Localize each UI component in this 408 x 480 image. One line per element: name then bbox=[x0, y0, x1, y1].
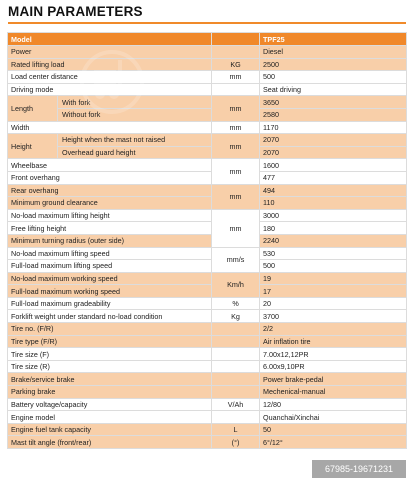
table-row bbox=[8, 209, 407, 222]
row-unit bbox=[212, 360, 260, 373]
row-label: Tire type (F/R) bbox=[8, 335, 212, 348]
row-value: 500 bbox=[260, 260, 407, 273]
table-row bbox=[8, 171, 407, 184]
row-value: 3700 bbox=[260, 310, 407, 323]
row-value: 2580 bbox=[260, 108, 407, 121]
table-row bbox=[8, 159, 407, 172]
row-label: Width bbox=[8, 121, 212, 134]
row-value: 180 bbox=[260, 222, 407, 235]
row-value: 2500 bbox=[260, 58, 407, 71]
row-label: Height when the mast not raised bbox=[58, 134, 212, 147]
table-row bbox=[8, 260, 407, 273]
row-label: Engine fuel tank capacity bbox=[8, 423, 212, 436]
header-unit bbox=[212, 33, 260, 46]
row-label: Overhead guard height bbox=[58, 146, 212, 159]
row-value: 20 bbox=[260, 297, 407, 310]
row-label: Forklift weight under standard no-load condition bbox=[8, 310, 212, 323]
row-label: No-load maximum working speed bbox=[8, 272, 212, 285]
row-label: Tire size (F) bbox=[8, 348, 212, 361]
row-label: No-load maximum lifting height bbox=[8, 209, 212, 222]
row-unit: mm bbox=[212, 184, 260, 209]
row-unit: mm bbox=[212, 209, 260, 247]
table-row bbox=[8, 310, 407, 323]
page-title: MAIN PARAMETERS bbox=[8, 4, 143, 19]
row-value: 494 bbox=[260, 184, 407, 197]
row-label: Engine model bbox=[8, 411, 212, 424]
row-value: 6.00x9,10PR bbox=[260, 360, 407, 373]
row-unit: Kg bbox=[212, 310, 260, 323]
row-value: 19 bbox=[260, 272, 407, 285]
group-label-length: Length bbox=[8, 96, 58, 121]
table-row bbox=[8, 197, 407, 210]
row-label: Front overhang bbox=[8, 171, 212, 184]
title-underline bbox=[8, 22, 406, 24]
table-row bbox=[8, 423, 407, 436]
parameters-table bbox=[7, 32, 407, 449]
row-value: 1600 bbox=[260, 159, 407, 172]
row-value: 50 bbox=[260, 423, 407, 436]
row-label: Full-load maximum lifting speed bbox=[8, 260, 212, 273]
row-unit: KG bbox=[212, 58, 260, 71]
row-label: Minimum turning radius (outer side) bbox=[8, 234, 212, 247]
row-value: Power brake-pedal bbox=[260, 373, 407, 386]
row-label: Parking brake bbox=[8, 386, 212, 399]
row-value: Mechenical-manual bbox=[260, 386, 407, 399]
table-row bbox=[8, 234, 407, 247]
header-model: TPF25 bbox=[260, 33, 407, 46]
table-row bbox=[8, 83, 407, 96]
row-unit: mm bbox=[212, 159, 260, 184]
row-value: Air inflation tire bbox=[260, 335, 407, 348]
listing-reference: 67985-19671231 bbox=[312, 460, 406, 478]
table-row bbox=[8, 146, 407, 159]
table-header-row bbox=[8, 33, 407, 46]
row-unit bbox=[212, 83, 260, 96]
table-row bbox=[8, 360, 407, 373]
table-row bbox=[8, 96, 407, 109]
row-value: 530 bbox=[260, 247, 407, 260]
row-value: Seat driving bbox=[260, 83, 407, 96]
group-label-height: Height bbox=[8, 134, 58, 159]
row-value: Quanchai/Xinchai bbox=[260, 411, 407, 424]
row-label: With fork bbox=[58, 96, 212, 109]
row-value: 2240 bbox=[260, 234, 407, 247]
row-value: 7.00x12,12PR bbox=[260, 348, 407, 361]
row-label: Tire size (R) bbox=[8, 360, 212, 373]
row-unit: mm bbox=[212, 134, 260, 159]
table-row bbox=[8, 411, 407, 424]
row-unit: % bbox=[212, 297, 260, 310]
table-row bbox=[8, 297, 407, 310]
table-row bbox=[8, 386, 407, 399]
row-label: Battery voltage/capacity bbox=[8, 398, 212, 411]
table-row bbox=[8, 134, 407, 147]
row-unit: V/Ah bbox=[212, 398, 260, 411]
table-row bbox=[8, 398, 407, 411]
table-row bbox=[8, 272, 407, 285]
table-row bbox=[8, 436, 407, 449]
row-label: Tire no. (F/R) bbox=[8, 323, 212, 336]
row-value: 2070 bbox=[260, 146, 407, 159]
table-row bbox=[8, 247, 407, 260]
row-unit: L bbox=[212, 423, 260, 436]
table-row bbox=[8, 46, 407, 59]
row-value: 6°/12° bbox=[260, 436, 407, 449]
row-unit bbox=[212, 411, 260, 424]
table-row bbox=[8, 121, 407, 134]
row-label: Full-load maximum gradeability bbox=[8, 297, 212, 310]
row-unit: (°) bbox=[212, 436, 260, 449]
row-label: Wheelbase bbox=[8, 159, 212, 172]
row-label: Full-load maximum working speed bbox=[8, 285, 212, 298]
row-value: 2070 bbox=[260, 134, 407, 147]
table-row bbox=[8, 58, 407, 71]
row-unit: mm/s bbox=[212, 247, 260, 272]
row-label: Brake/service brake bbox=[8, 373, 212, 386]
row-label: Free lifting height bbox=[8, 222, 212, 235]
row-value: 3650 bbox=[260, 96, 407, 109]
row-label: Rated lifting load bbox=[8, 58, 212, 71]
row-label: Load center distance bbox=[8, 71, 212, 84]
table-row bbox=[8, 184, 407, 197]
table-row bbox=[8, 285, 407, 298]
forklift-logo-watermark-icon bbox=[78, 48, 146, 116]
table-row bbox=[8, 323, 407, 336]
table-row bbox=[8, 348, 407, 361]
row-value: 3000 bbox=[260, 209, 407, 222]
table-row bbox=[8, 108, 407, 121]
row-value: 2/2 bbox=[260, 323, 407, 336]
row-label: Without fork bbox=[58, 108, 212, 121]
row-label: Rear overhang bbox=[8, 184, 212, 197]
table-row bbox=[8, 335, 407, 348]
row-unit bbox=[212, 386, 260, 399]
row-unit: mm bbox=[212, 71, 260, 84]
row-unit bbox=[212, 348, 260, 361]
row-unit bbox=[212, 46, 260, 59]
header-label: Model bbox=[8, 33, 212, 46]
row-unit: mm bbox=[212, 96, 260, 121]
row-value: 12/80 bbox=[260, 398, 407, 411]
row-value: 1170 bbox=[260, 121, 407, 134]
row-value: 17 bbox=[260, 285, 407, 298]
row-label: No-load maximum lifting speed bbox=[8, 247, 212, 260]
row-label: Power bbox=[8, 46, 212, 59]
table-row bbox=[8, 222, 407, 235]
row-label: Mast tilt angle (front/rear) bbox=[8, 436, 212, 449]
row-label: Driving mode bbox=[8, 83, 212, 96]
row-unit: Km/h bbox=[212, 272, 260, 297]
row-unit bbox=[212, 373, 260, 386]
table-row bbox=[8, 71, 407, 84]
row-value: 500 bbox=[260, 71, 407, 84]
row-value: 477 bbox=[260, 171, 407, 184]
row-unit bbox=[212, 335, 260, 348]
row-unit bbox=[212, 323, 260, 336]
row-label: Minimum ground clearance bbox=[8, 197, 212, 210]
row-value: Diesel bbox=[260, 46, 407, 59]
row-value: 110 bbox=[260, 197, 407, 210]
row-unit: mm bbox=[212, 121, 260, 134]
table-row bbox=[8, 373, 407, 386]
